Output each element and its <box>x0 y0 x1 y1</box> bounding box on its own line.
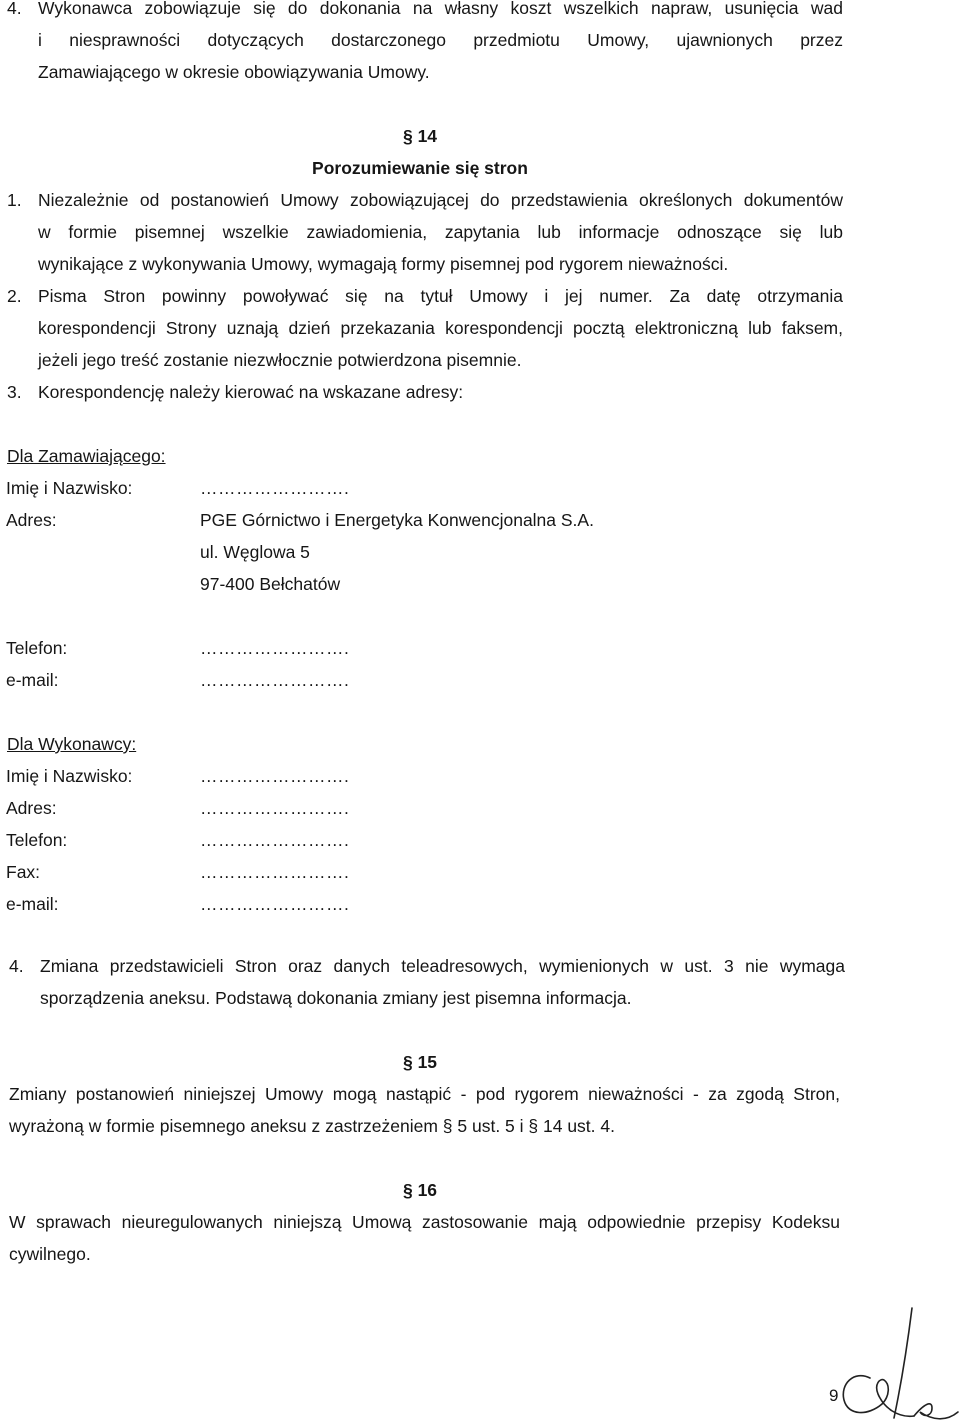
item-line: Korespondencję należy kierować na wskazane adresy: <box>38 382 464 402</box>
contractor-fax-value: ……………………. <box>200 862 350 882</box>
email-label: e-mail: <box>6 894 59 914</box>
contractor-name-value: ……………………. <box>200 766 350 786</box>
section14-item-3 <box>7 376 843 408</box>
section14-item-1 <box>7 184 843 280</box>
contracting-party-label: Dla Zamawiającego: <box>7 446 166 466</box>
fax-label: Fax: <box>6 862 41 882</box>
phone-label: Telefon: <box>6 830 68 850</box>
page-number: 9 <box>829 1386 839 1405</box>
section14-symbol: § 14 <box>402 126 438 146</box>
item-line: Zmiana przedstawicieli Stron oraz danych teleadresowych, wymienionych w ust. 3 nie wymaga <box>40 956 845 976</box>
contracting-party-address-line: ul. Węglowa 5 <box>200 542 310 562</box>
email-label: e-mail: <box>6 670 59 690</box>
paragraph-line: Zmiany postanowień niniejszej Umowy mogą nastąpić - pod rygorem nieważności - za zgodą Stron, <box>9 1084 840 1104</box>
item-line: wynikające z wykonywania Umowy, wymagają formy pisemnej pod rygorem nieważności. <box>38 254 729 274</box>
address-label: Adres: <box>6 510 57 530</box>
item-line: korespondencji Strony uznają dzień przekazania korespondencji pocztą elektroniczną lub faksem, <box>38 318 843 338</box>
section15-paragraph <box>9 1078 840 1142</box>
item-line: sporządzenia aneksu. Podstawą dokonania zmiany jest pisemna informacja. <box>40 988 632 1008</box>
contractor-email-value: ……………………. <box>200 894 350 914</box>
contractor-phone-value: ……………………. <box>200 830 350 850</box>
item-number: 2. <box>7 286 22 306</box>
item-number: 3. <box>7 382 22 402</box>
paragraph-line: W sprawach nieuregulowanych niniejszą Umową zastosowanie mają odpowiednie przepisy Kodeksu <box>9 1212 840 1232</box>
contracting-party-address-line: PGE Górnictwo i Energetyka Konwencjonalna S.A. <box>200 510 594 530</box>
section15-symbol: § 15 <box>402 1052 438 1072</box>
paragraph-line: cywilnego. <box>9 1244 91 1264</box>
handwritten-initials-signature <box>828 1300 960 1428</box>
paragraph-line: wyrażoną w formie pisemnego aneksu z zastrzeżeniem § 5 ust. 5 i § 14 ust. 4. <box>9 1116 615 1136</box>
address-label: Adres: <box>6 798 57 818</box>
section14-item-2 <box>7 280 843 376</box>
item-line: Zamawiającego w okresie obowiązywania Umowy. <box>38 62 430 82</box>
item-number: 4. <box>9 956 24 976</box>
section16-paragraph <box>9 1206 840 1270</box>
name-label: Imię i Nazwisko: <box>6 766 133 786</box>
contracting-party-phone-value: ……………………. <box>200 638 350 658</box>
item-number: 4. <box>7 0 22 18</box>
contracting-party-email-value: ……………………. <box>200 670 350 690</box>
contractor-label: Dla Wykonawcy: <box>7 734 137 754</box>
item-line: w formie pisemnej wszelkie zawiadomienia, zapytania lub informacje odnoszące się lub <box>38 222 843 242</box>
contractor-address-value: ……………………. <box>200 798 350 818</box>
contracting-party-address-line: 97-400 Bełchatów <box>200 574 341 594</box>
item-number: 1. <box>7 190 22 210</box>
item-line: Niezależnie od postanowień Umowy zobowiązującej do przedstawienia określonych dokumentów <box>38 190 843 210</box>
section14-title: Porozumiewanie się stron <box>312 158 528 178</box>
contracting-party-name-value: ……………………. <box>200 478 350 498</box>
section14-item-4 <box>9 950 845 1014</box>
item-line: Wykonawca zobowiązuje się do dokonania na własny koszt wszelkich napraw, usunięcia wad <box>38 0 843 18</box>
item-line: i niesprawności dotyczących dostarczonego przedmiotu Umowy, ujawnionych przez <box>38 30 843 50</box>
item-line: Pisma Stron powinny powoływać się na tytuł Umowy i jej numer. Za datę otrzymania <box>38 286 843 306</box>
item-line: jeżeli jego treść zostanie niezwłocznie potwierdzona pisemnie. <box>38 350 522 370</box>
phone-label: Telefon: <box>6 638 68 658</box>
name-label: Imię i Nazwisko: <box>6 478 133 498</box>
section13-item-4 <box>7 0 843 88</box>
section16-symbol: § 16 <box>402 1180 438 1200</box>
